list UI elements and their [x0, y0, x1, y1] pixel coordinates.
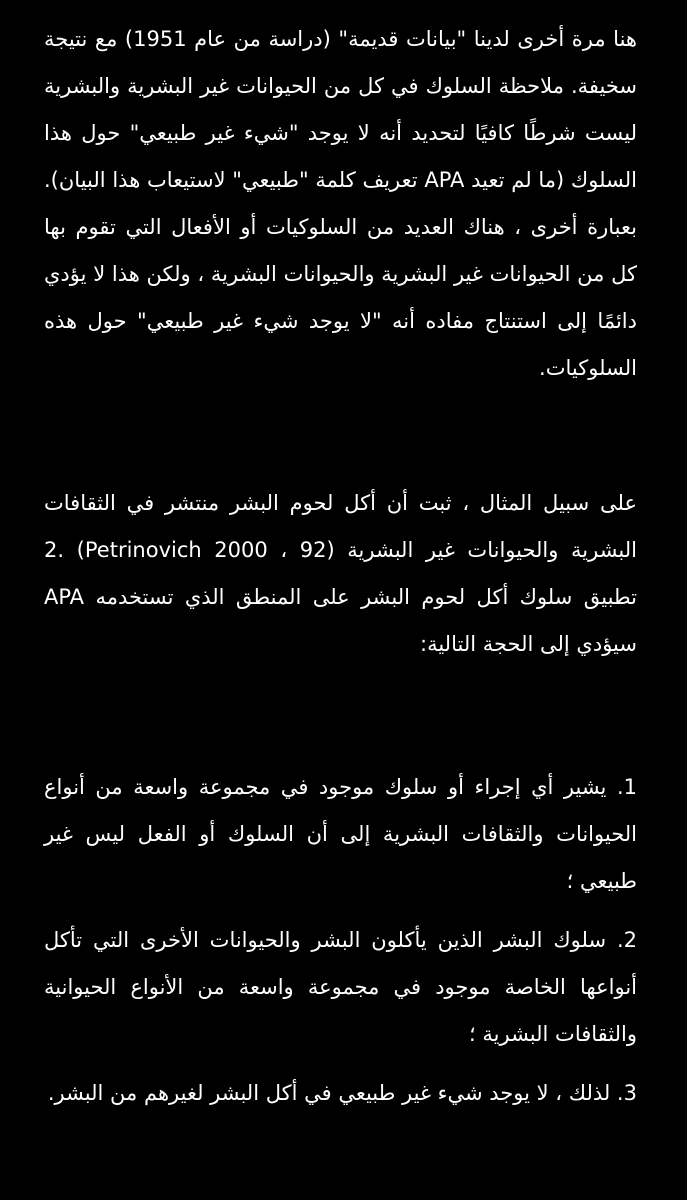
list-item-conclusion: 3. لذلك ، لا يوجد شيء غير طبيعي في أكل البشر لغيرهم من البشر. [47, 1081, 637, 1105]
argument-list [44, 764, 637, 1117]
list-item-premise-2: 2. سلوك البشر الذين يأكلون البشر والحيوانات الأخرى التي تأكل أنواعها الخاصة موجود في مجموعة واسعة من الأنواع الحيوانية والثقافات البشرية ؛ [44, 928, 637, 1046]
paragraph-apa-argument: هنا مرة أخرى لدينا "بيانات قديمة" (دراسة من عام 1951) مع نتيجة سخيفة. ملاحظة السلوك في كل من الحيوانات غير البشرية والبشرية ليست شرطًا كافيًا لتحديد أنه لا يوجد "شيء غير طبيعي" حول هذا السلوك (ما لم تعيد APA تعريف كلمة "طبيعي" لاستيعاب هذا البيان). بعبارة أخرى ، هناك العديد من السلوكيات أو الأفعال التي تقوم بها كل من الحيوانات غير البشرية والحيوانات البشرية ، ولكن هذا لا يؤدي دائمًا إلى استنتاج مفاده أنه "لا يوجد شيء غير طبيعي" حول هذه السلوكيات. [44, 27, 637, 380]
paragraph-cannibalism-example: على سبيل المثال ، ثبت أن أكل لحوم البشر منتشر في الثقافات البشرية والحيوانات غير البشرية (Petrinovich 2000 ، 92) .2 تطبيق سلوك أكل لحوم البشر على المنطق الذي تستخدمه APA سيؤدي إلى الحجة التالية: [44, 491, 638, 656]
list-item-premise-1: 1. يشير أي إجراء أو سلوك موجود في مجموعة واسعة من أنواع الحيوانات والثقافات البشرية إلى أن السلوك أو الفعل ليس غير طبيعي ؛ [44, 775, 637, 893]
